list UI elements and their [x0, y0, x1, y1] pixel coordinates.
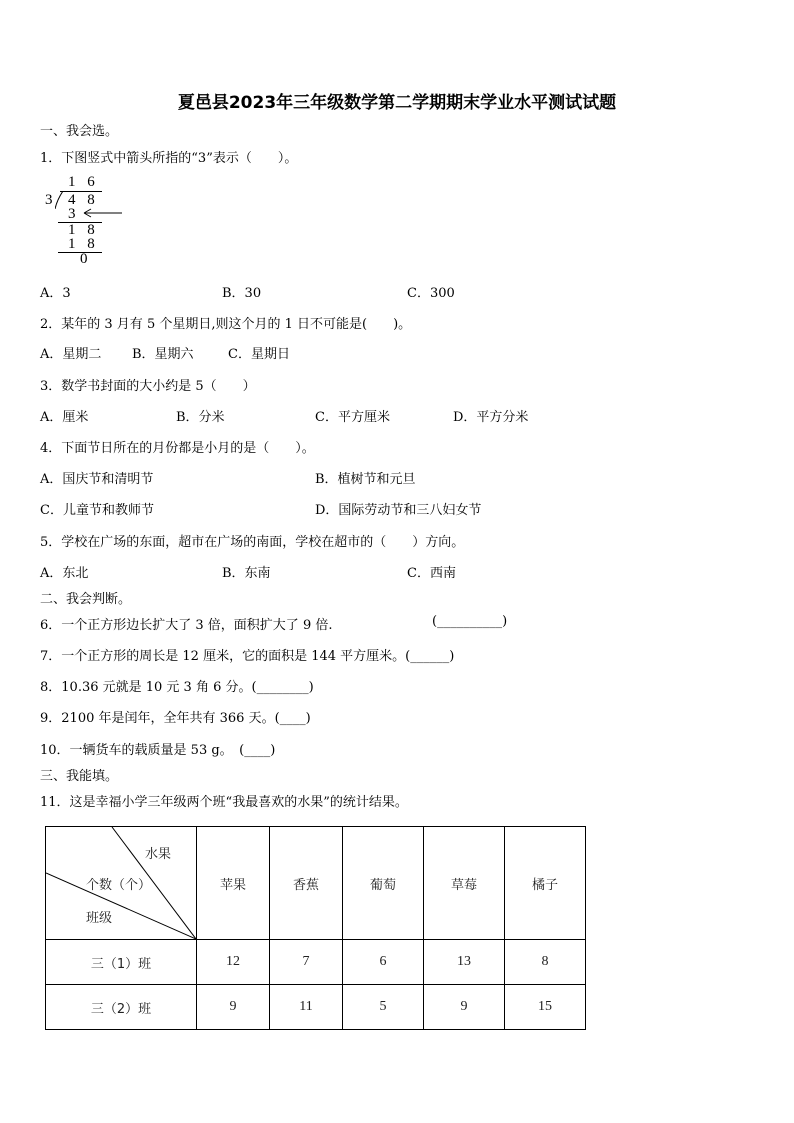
step-18-b: 1 8 — [68, 236, 99, 252]
q3-option-a: A．厘米 — [40, 410, 89, 425]
table-cell: 9 — [197, 985, 270, 1030]
table-cell: 7 — [270, 940, 343, 985]
remainder: 0 — [80, 251, 92, 267]
q4-option-b: B．植树节和元旦 — [315, 472, 416, 487]
q3-option-d: D．平方分米 — [453, 410, 529, 425]
table-header-row — [46, 827, 586, 940]
question-7: 7．一个正方形的周长是 12 厘米，它的面积是 144 平方厘米。(______) — [40, 649, 455, 664]
q5-option-c: C．西南 — [407, 566, 456, 581]
q1-option-c: C．300 — [407, 286, 455, 301]
table-cell: 9 — [424, 985, 505, 1030]
page-title: 夏邑县2023年三年级数学第二学期期末学业水平测试试题 — [177, 93, 617, 113]
long-division — [40, 172, 160, 272]
question-11: 11．这是幸福小学三年级两个班“我最喜欢的水果”的统计结果。 — [40, 795, 408, 810]
q1-option-b: B．30 — [222, 286, 262, 301]
table-row — [46, 940, 586, 985]
corner-label-count: 个数（个） — [86, 878, 152, 893]
table-cell: 6 — [343, 940, 424, 985]
question-4: 4．下面节日所在的月份都是小月的是（ ）。 — [40, 441, 315, 456]
table-cell: 5 — [343, 985, 424, 1030]
table-header-cell: 橘子 — [505, 827, 586, 940]
question-5: 5．学校在广场的东面，超市在广场的南面，学校在超市的（ ）方向。 — [40, 535, 465, 550]
section-heading-1: 一、我会选。 — [40, 124, 119, 139]
table-header-cell: 苹果 — [197, 827, 270, 940]
q2-option-b: B．星期六 — [132, 347, 194, 362]
divisor: 3 — [45, 192, 57, 208]
section-heading-3: 三、我能填。 — [40, 769, 119, 784]
table-header-cell: 草莓 — [424, 827, 505, 940]
table-corner-cell — [46, 827, 197, 940]
table-cell: 11 — [270, 985, 343, 1030]
q1-option-a: A．3 — [40, 286, 71, 301]
q6-answer-blank[interactable]: (__________) — [432, 614, 508, 629]
dividend: 4 8 — [68, 192, 99, 208]
q2-option-c: C．星期日 — [228, 347, 290, 362]
step-3: 3 — [68, 206, 80, 222]
corner-label-class: 班级 — [86, 911, 113, 926]
question-2: 2．某年的 3 月有 5 个星期日,则这个月的 1 日不可能是( )。 — [40, 317, 412, 332]
q2-option-a: A．星期二 — [40, 347, 102, 362]
table-row — [46, 985, 586, 1030]
table-cell: 12 — [197, 940, 270, 985]
quotient: 1 6 — [68, 174, 99, 190]
section-heading-2: 二、我会判断。 — [40, 592, 132, 607]
q4-option-a: A．国庆节和清明节 — [40, 472, 154, 487]
table-cell: 15 — [505, 985, 586, 1030]
table-header-cell: 香蕉 — [270, 827, 343, 940]
row-class-label: 三（1）班 — [46, 940, 197, 985]
q4-option-d: D．国际劳动节和三八妇女节 — [315, 503, 482, 518]
arrow-left-icon — [80, 207, 124, 219]
step-18-a: 1 8 — [68, 222, 99, 238]
question-3: 3．数学书封面的大小约是 5（ ） — [40, 379, 256, 394]
question-10: 10．一辆货车的载质量是 53 g。 (____) — [40, 743, 276, 758]
row-class-label: 三（2）班 — [46, 985, 197, 1030]
question-1: 1．下图竖式中箭头所指的“3”表示（ ）。 — [40, 151, 298, 166]
table-header-cell: 葡萄 — [343, 827, 424, 940]
q4-option-c: C．儿童节和教师节 — [40, 503, 154, 518]
division-bracket — [55, 191, 65, 209]
table-cell: 13 — [424, 940, 505, 985]
corner-label-fruit: 水果 — [145, 847, 172, 862]
fruit-statistics-table — [45, 826, 586, 1030]
question-9: 9．2100 年是闰年，全年共有 366 天。(____) — [40, 711, 311, 726]
question-8: 8．10.36 元就是 10 元 3 角 6 分。(________) — [40, 680, 314, 695]
question-6: 6．一个正方形边长扩大了 3 倍，面积扩大了 9 倍. — [40, 618, 333, 633]
q3-option-c: C．平方厘米 — [315, 410, 390, 425]
table-cell: 8 — [505, 940, 586, 985]
q5-option-a: A．东北 — [40, 566, 89, 581]
q5-option-b: B．东南 — [222, 566, 271, 581]
q3-option-b: B．分米 — [176, 410, 225, 425]
